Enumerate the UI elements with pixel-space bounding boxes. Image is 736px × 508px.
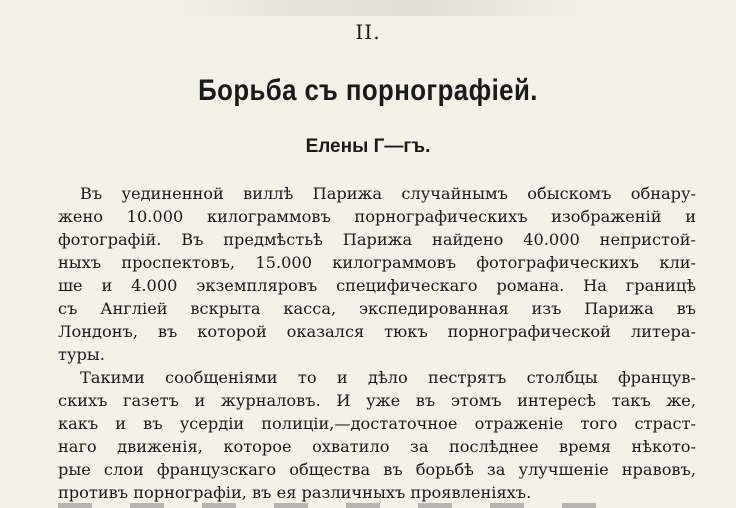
text-line: ныхъ проспектовъ, 15.000 килограммовъ фотографическихъ кли- xyxy=(58,253,696,272)
bleed-through-text xyxy=(170,0,590,16)
paragraph-2 xyxy=(58,366,696,504)
text-line: Лондонъ, въ которой оказался тюкъ порнографической литера- xyxy=(58,322,696,341)
text-line: съ Англiей вскрыта касса, экспедированная изъ Парижа въ xyxy=(58,299,696,318)
text-line: туры. xyxy=(58,345,105,364)
paragraph-1 xyxy=(58,182,696,366)
text-line: противъ порнографiи, въ ея различныхъ проявленiяхъ. xyxy=(58,483,532,502)
text-line: скихъ газетъ и журналовъ. И уже въ этомъ интересѣ такъ же, xyxy=(58,391,696,410)
text-line: Такими сообщенiями то и дѣло пестрятъ столбцы францув- xyxy=(80,368,696,387)
article-title: Борьба съ порнографiей. xyxy=(198,74,538,107)
text-line: рые слои французскаго общества въ борьбѣ за улучшенiе нравовъ, xyxy=(58,460,696,479)
cropped-next-line xyxy=(58,496,698,508)
article-author: Елены Г—гъ. xyxy=(305,136,431,157)
text-line: какъ и въ усердiи полицiи,—достаточное отраженiе того страст- xyxy=(58,414,696,433)
text-line: наго движенiя, которое охватило за послѣднее время нѣкото- xyxy=(58,437,696,456)
article-body xyxy=(58,182,696,504)
text-line: Въ уединенной виллѣ Парижа случайнымъ обыскомъ обнару- xyxy=(80,184,696,203)
text-line: жено 10.000 килограммовъ порнографическихъ изображенiй и xyxy=(58,207,696,226)
section-number: II. xyxy=(355,20,381,44)
text-line: ше и 4.000 экземпляровъ специфическаго романа. На границѣ xyxy=(58,276,696,295)
text-line: фотографiй. Въ предмѣстьѣ Парижа найдено 40.000 непристой- xyxy=(58,230,696,249)
